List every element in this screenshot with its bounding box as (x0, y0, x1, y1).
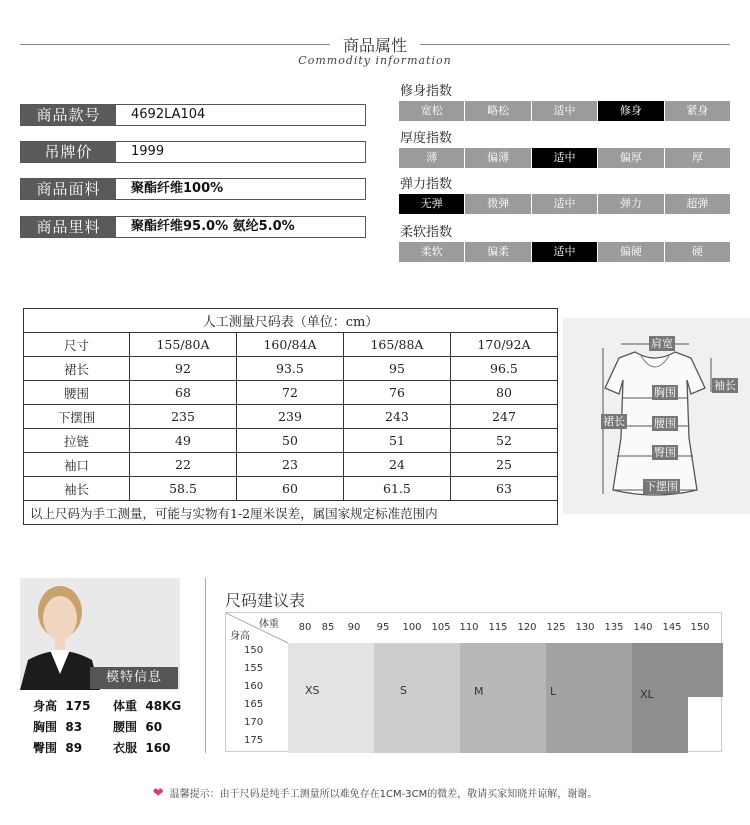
stat-label: 胸围 (33, 720, 58, 734)
table-cell: 51 (343, 429, 450, 453)
weight-tick: 90 (347, 622, 361, 633)
table-cell: 243 (343, 405, 450, 429)
row-label: 袖长 (24, 477, 130, 501)
diagram-label-sleeve: 袖长 (714, 379, 736, 392)
height-tick: 150 (244, 645, 264, 656)
index-option: 薄 (399, 148, 464, 168)
weight-tick: 125 (546, 622, 566, 633)
table-row (24, 405, 558, 429)
index-option: 超弹 (665, 194, 730, 214)
header-cell: 160/84A (236, 333, 343, 357)
header-cell: 165/88A (343, 333, 450, 357)
stat-label: 身高 (33, 699, 58, 713)
elasticity-index-title: 弹力指数 (400, 177, 453, 192)
attr-row-lining (20, 216, 366, 238)
size-label-xs: XS (305, 684, 320, 697)
thickness-index-bar (399, 148, 730, 168)
attr-value: 聚酯纤维100% (131, 181, 224, 196)
attr-value: 1999 (131, 144, 165, 159)
section-title: 商品属性 (0, 33, 750, 56)
index-option: 偏厚 (598, 148, 663, 168)
index-option: 偏柔 (465, 242, 530, 262)
table-cell: 61.5 (343, 477, 450, 501)
stat-label: 臀围 (33, 741, 58, 755)
height-tick: 170 (244, 717, 264, 728)
size-table-note: 以上尺码为手工测量，可能与实物有1-2厘米误差，属国家规定标准范围内 (24, 501, 558, 525)
attr-row-style-no (20, 104, 366, 126)
stat-label: 腰围 (113, 720, 138, 734)
size-table-title: 人工测量尺码表（单位：cm） (24, 309, 558, 333)
size-band-s (374, 643, 460, 753)
index-option: 略松 (465, 101, 530, 121)
table-cell: 58.5 (130, 477, 237, 501)
table-row (24, 381, 558, 405)
footer-text: 温馨提示：由于尺码是纯手工测量所以难免存在1CM-3CM的微差，敬请买家知晓并谅解，谢谢。 (169, 789, 598, 800)
table-cell: 24 (343, 453, 450, 477)
size-label-s: S (400, 684, 407, 697)
table-cell: 239 (236, 405, 343, 429)
weight-tick: 130 (575, 622, 595, 633)
model-stat-height (33, 697, 90, 714)
weight-tick: 140 (633, 622, 653, 633)
stat-value: 83 (65, 720, 83, 734)
index-option: 适中 (532, 101, 597, 121)
stat-value: 160 (145, 741, 171, 755)
model-stat-chest (33, 718, 82, 735)
weight-tick: 85 (321, 622, 335, 633)
section-divider (205, 578, 206, 753)
heart-icon: ❤ (152, 786, 164, 801)
table-cell: 52 (450, 429, 557, 453)
attr-label: 商品里料 (21, 217, 116, 237)
recommendation-title: 尺码建议表 (225, 591, 306, 610)
table-cell: 72 (236, 381, 343, 405)
header-cell: 155/80A (130, 333, 237, 357)
fit-index-bar (399, 101, 730, 121)
header-cell: 170/92A (450, 333, 557, 357)
height-tick: 155 (244, 663, 264, 674)
size-label-l: L (550, 685, 557, 698)
weight-tick: 95 (376, 622, 390, 633)
model-stat-hip (33, 739, 82, 756)
stat-value: 48KG (145, 699, 182, 713)
stat-label: 体重 (113, 699, 138, 713)
diagram-label-length: 裙长 (603, 415, 625, 428)
size-table (23, 308, 558, 525)
row-label: 拉链 (24, 429, 130, 453)
measurement-diagram (563, 318, 750, 514)
row-label: 袖口 (24, 453, 130, 477)
index-option: 偏薄 (465, 148, 530, 168)
table-cell: 25 (450, 453, 557, 477)
model-stat-size (113, 739, 170, 756)
stat-label: 衣服 (113, 741, 138, 755)
attr-value: 4692LA104 (131, 107, 206, 122)
index-option-selected: 适中 (532, 148, 597, 168)
table-row (24, 453, 558, 477)
row-label: 裙长 (24, 357, 130, 381)
size-label-xl: XL (640, 688, 654, 701)
table-cell: 235 (130, 405, 237, 429)
index-option: 适中 (532, 194, 597, 214)
footer-note (0, 785, 750, 801)
table-cell: 80 (450, 381, 557, 405)
stat-value: 175 (65, 699, 91, 713)
diagram-label-waist: 腰围 (654, 417, 676, 430)
table-cell: 23 (236, 453, 343, 477)
table-cell: 68 (130, 381, 237, 405)
weight-tick: 145 (662, 622, 682, 633)
weight-tick: 150 (690, 622, 710, 633)
index-option: 微弹 (465, 194, 530, 214)
index-option: 偏硬 (598, 242, 663, 262)
recommendation-grid (226, 613, 723, 753)
size-label-m: M (474, 685, 484, 698)
table-row (24, 357, 558, 381)
stat-value: 89 (65, 741, 83, 755)
attr-row-price (20, 141, 366, 163)
index-option: 硬 (665, 242, 730, 262)
axis-weight-label: 体重 (259, 619, 279, 630)
height-tick: 165 (244, 699, 264, 710)
height-tick: 175 (244, 735, 264, 746)
softness-index-title: 柔软指数 (400, 225, 453, 240)
attr-label: 商品款号 (21, 105, 116, 125)
attr-value: 聚酯纤维95.0% 氨纶5.0% (131, 219, 295, 234)
index-option: 柔软 (399, 242, 464, 262)
elasticity-index-bar (399, 194, 730, 214)
header-cell: 尺寸 (24, 333, 130, 357)
section-subtitle: Commodity information (298, 54, 452, 67)
stat-value: 60 (145, 720, 163, 734)
table-cell: 92 (130, 357, 237, 381)
index-option-selected: 修身 (598, 101, 663, 121)
weight-tick: 105 (431, 622, 451, 633)
row-label: 下摆围 (24, 405, 130, 429)
weight-tick: 80 (298, 622, 312, 633)
table-row (24, 477, 558, 501)
diagram-label-chest: 胸围 (654, 386, 676, 399)
recommendation-chart (225, 612, 722, 752)
height-tick: 160 (244, 681, 264, 692)
table-cell: 63 (450, 477, 557, 501)
diagram-label-shoulder: 肩宽 (651, 337, 673, 350)
table-row (24, 429, 558, 453)
attr-label: 商品面料 (21, 179, 116, 199)
weight-tick: 135 (604, 622, 624, 633)
weight-tick: 110 (459, 622, 479, 633)
index-option: 紧身 (665, 101, 730, 121)
diagram-label-hem: 下摆围 (645, 480, 678, 493)
row-label: 腰围 (24, 381, 130, 405)
table-cell: 96.5 (450, 357, 557, 381)
model-stat-weight (113, 697, 181, 714)
table-cell: 95 (343, 357, 450, 381)
index-option-selected: 无弹 (399, 194, 464, 214)
weight-tick: 100 (402, 622, 422, 633)
table-cell: 22 (130, 453, 237, 477)
table-cell: 93.5 (236, 357, 343, 381)
index-option: 弹力 (598, 194, 663, 214)
model-stat-waist (113, 718, 162, 735)
size-band-l (546, 643, 632, 753)
table-cell: 49 (130, 429, 237, 453)
fit-index-title: 修身指数 (400, 84, 453, 99)
attr-row-fabric (20, 178, 366, 200)
size-table-header (24, 333, 558, 357)
table-cell: 60 (236, 477, 343, 501)
size-band-m (460, 643, 546, 753)
index-option: 宽松 (399, 101, 464, 121)
model-info-tag: 模特信息 (90, 667, 178, 689)
table-cell: 247 (450, 405, 557, 429)
softness-index-bar (399, 242, 730, 262)
table-cell: 50 (236, 429, 343, 453)
diagram-label-hip: 臀围 (654, 446, 676, 459)
size-band-xs (288, 643, 374, 753)
thickness-index-title: 厚度指数 (400, 131, 453, 146)
index-option-selected: 适中 (532, 242, 597, 262)
attr-label: 吊牌价 (21, 142, 116, 162)
table-cell: 76 (343, 381, 450, 405)
weight-tick: 115 (488, 622, 508, 633)
weight-tick: 120 (517, 622, 537, 633)
index-option: 厚 (665, 148, 730, 168)
axis-height-label: 身高 (230, 631, 250, 642)
